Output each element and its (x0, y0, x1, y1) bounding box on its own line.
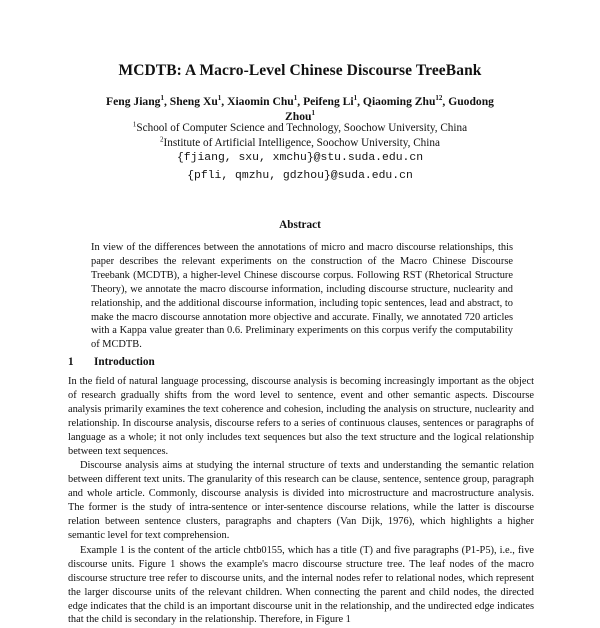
affiliation-1: $^1$School of Computer Science and Technology, Soochow University, China (132, 120, 468, 134)
abstract-heading: Abstract (279, 219, 321, 231)
affiliation-2: $^2$Institute of Artificial Intelligence, Soochow University, China (160, 135, 440, 149)
section-number: 1 (68, 356, 74, 368)
paragraph: Discourse analysis aims at studying the internal structure of texts and understanding the semantic relation between different text units. The granularity of this research can be clause, sentence, sentence group, paragraph and whole article. Commonly, discourse analysis is divided into microstructure and macrostructure analysis. The former is the study of intra-sentence or inter-sentence discourse relations, while the latter is discourse relation between sentence clusters, paragraphs and chapters (Van Dijk, 1976), which highlights a higher semantic level for text comprehension. (68, 460, 534, 541)
author: Qiaoming Zhu$^{12}$, (362, 94, 449, 108)
author: Xiaomin Chu$^1$, (227, 94, 304, 108)
author: Feng Jiang$^1$, (106, 94, 170, 108)
section-title: Introduction (94, 356, 155, 368)
paragraph: In the field of natural language processing, discourse analysis is becoming increasingly important as the object of research gradually shifts from the word level to sentence, event and other semantic aspects. Discourse analysis primarily examines the text coherence and cohesion, including the analysis on structure, nuclearity and relationship. In discourse analysis, discourse refers to a series of continuous clauses, sentences or paragraphs of language as a whole; it not only includes text sequences but also the text structure and the logical relationship between text sequences. (68, 376, 534, 457)
author: Peifeng Li$^1$, (303, 94, 363, 108)
paper-title: MCDTB: A Macro-Level Chinese Discourse TreeBank (118, 62, 482, 79)
author: Guodong Zhou$^1$ (285, 95, 494, 123)
abstract-text: In view of the differences between the annotations of micro and macro discourse relationships, this paper describes the relevant experiments on the construction of the Macro Chinese Discourse Treebank (MCDTB), a higher-level Chinese discourse corpus. Following RST (Rhetorical Structure Theory), we annotate the macro discourse information, including discourse structure, nuclearity and relationship, and the additional discourse information, including topic sentences, lead and abstract, to make the macro discourse annotation more objective and accurate. Finally, we annotated 720 articles with a Kappa value greater than 0.6. Preliminary experiments on this corpus verify the computability of MCDTB. (91, 242, 513, 351)
section-heading (68, 356, 155, 368)
email-line-2: {pfli, qmzhu, gdzhou}@suda.edu.cn (187, 170, 413, 182)
body-text (68, 375, 534, 628)
paragraph: Example 1 is the content of the article chtb0155, which has a title (T) and five paragraphs (P1-P5), i.e., five discourse units. Figure 1 shows the example's macro discourse structure tree. The leaf nodes of the macro discourse structure tree refer to discourse units, and the internal nodes refer to relational nodes, which represent the larger discourse units of the relevant children. When connecting the parent and child nodes, the directed edge indicates that the child is an important discourse unit in the relationship, and the undirected edge indicates that the child is secondary in the relationship. Therefore, in Figure 1 (68, 544, 534, 626)
author-list (100, 95, 500, 124)
email-line-1: {fjiang, sxu, xmchu}@stu.suda.edu.cn (176, 152, 424, 164)
author: Sheng Xu$^1$, (169, 94, 228, 108)
